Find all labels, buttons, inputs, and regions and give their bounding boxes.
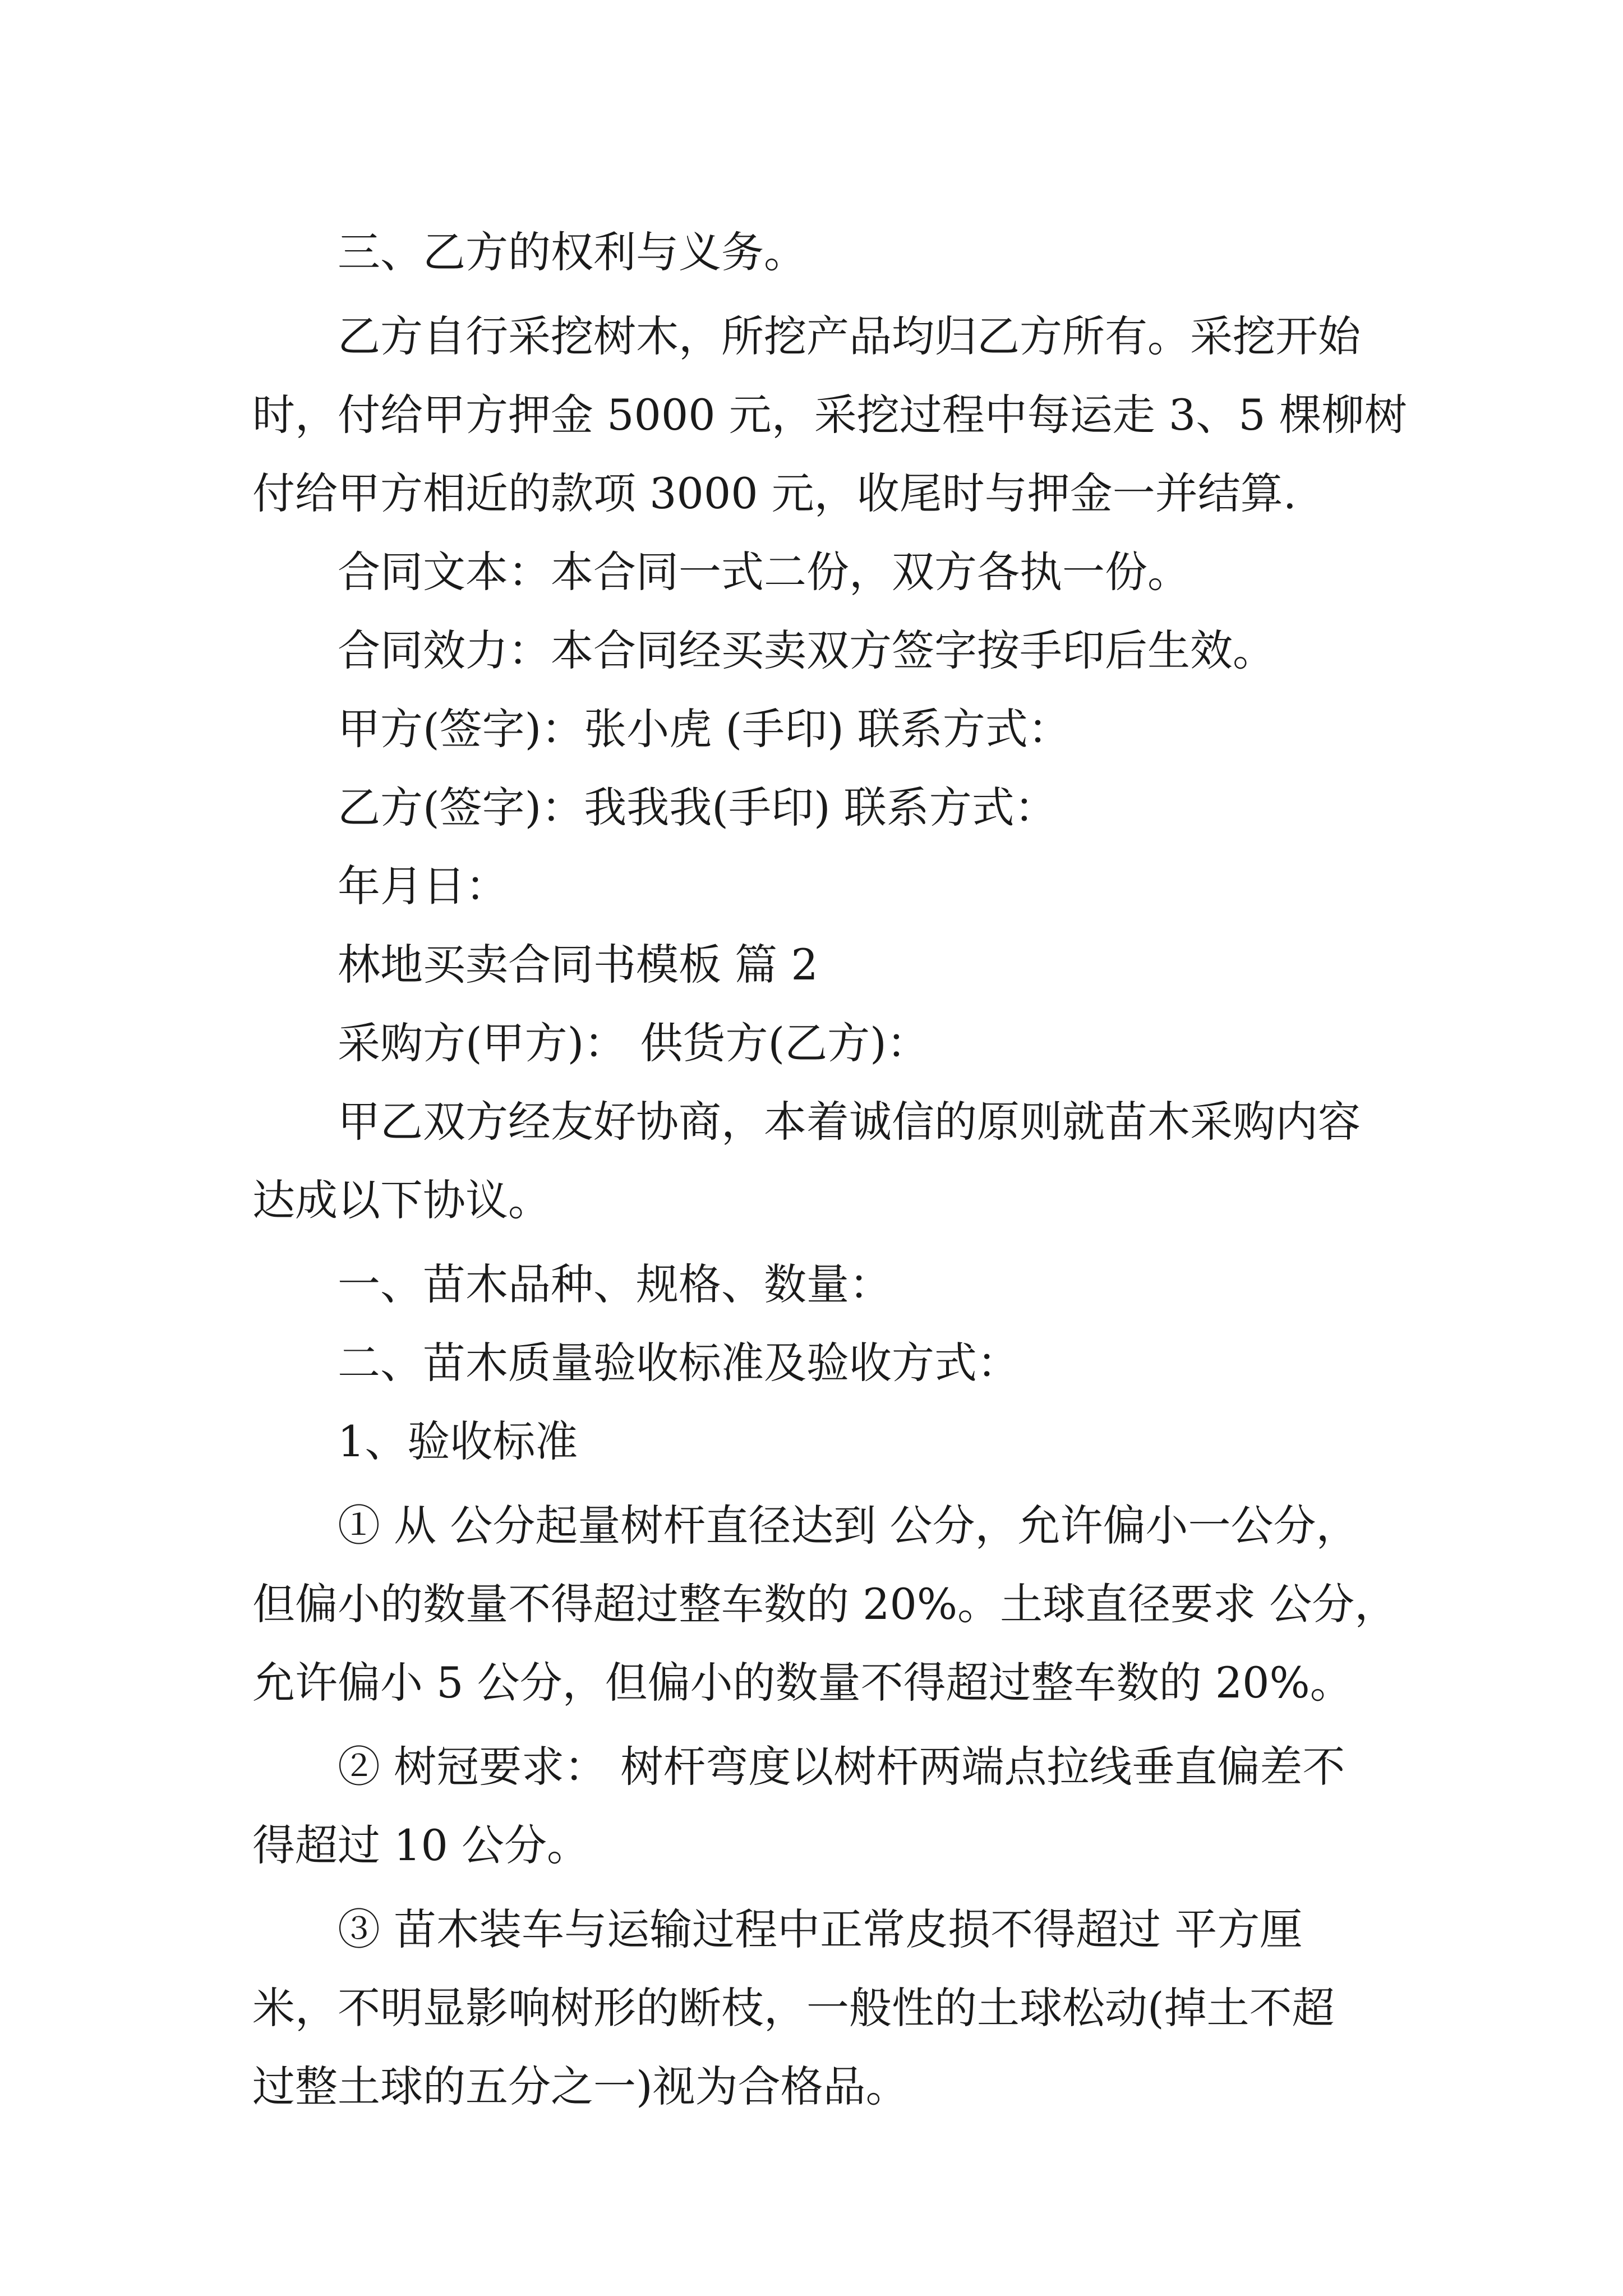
paragraph-line: 付给甲方相近的款项 3000 元，收尾时与押金一并结算.	[252, 468, 1297, 518]
paragraph-line: 得超过 10 公分。	[252, 1820, 590, 1870]
document-body	[252, 213, 1407, 2126]
paragraph-line: ① 从 公分起量树杆直径达到 公分，允许偏小一公分，	[338, 1501, 1359, 1550]
paragraph-line: 乙方自行采挖树木，所挖产品均归乙方所有。采挖开始	[338, 311, 1361, 361]
paragraph-line: 过整土球的五分之一)视为合格品。	[252, 2062, 909, 2111]
paragraph-line: 时，付给甲方押金 5000 元，采挖过程中每运走 3、5 棵柳树	[252, 390, 1407, 440]
paragraph-line: 达成以下协议。	[252, 1175, 551, 1225]
paragraph-line: ③ 苗木装车与运输过程中正常皮损不得超过 平方厘	[338, 1904, 1303, 1954]
parties-line: 采购方(甲方)： 供货方(乙方)：	[338, 1018, 929, 1068]
date-line: 年月日：	[338, 861, 508, 911]
paragraph-line: 允许偏小 5 公分，但偏小的数量不得超过整车数的 20%。	[252, 1658, 1353, 1708]
section-title-template-2: 林地买卖合同书模板 篇 2	[338, 940, 818, 990]
party-a-signature-line: 甲方(签字)：张小虎 (手印) 联系方式：	[338, 704, 1071, 754]
section-heading-variety: 一、苗木品种、规格、数量：	[338, 1259, 892, 1309]
party-b-signature-line: 乙方(签字)：我我我(手印) 联系方式：	[338, 783, 1057, 832]
subheading-acceptance-standard: 1、验收标准	[338, 1416, 578, 1466]
paragraph-line: 米，不明显影响树形的断枝，一般性的土球松动(掉土不超	[252, 1983, 1335, 2033]
contract-effect-line: 合同效力：本合同经买卖双方签字按手印后生效。	[338, 625, 1275, 675]
paragraph-line: 甲乙双方经友好协商，本着诚信的原则就苗木采购内容	[338, 1097, 1361, 1147]
paragraph-line: 但偏小的数量不得超过整车数的 20%。土球直径要求 公分，	[252, 1579, 1398, 1629]
section-heading-quality: 二、苗木质量验收标准及验收方式：	[338, 1338, 1020, 1388]
section-heading-party-b-rights: 三、乙方的权利与义务。	[338, 227, 806, 277]
paragraph-line: ② 树冠要求： 树杆弯度以树杆两端点拉线垂直偏差不	[338, 1742, 1345, 1792]
contract-copies-line: 合同文本：本合同一式二份，双方各执一份。	[338, 547, 1190, 597]
